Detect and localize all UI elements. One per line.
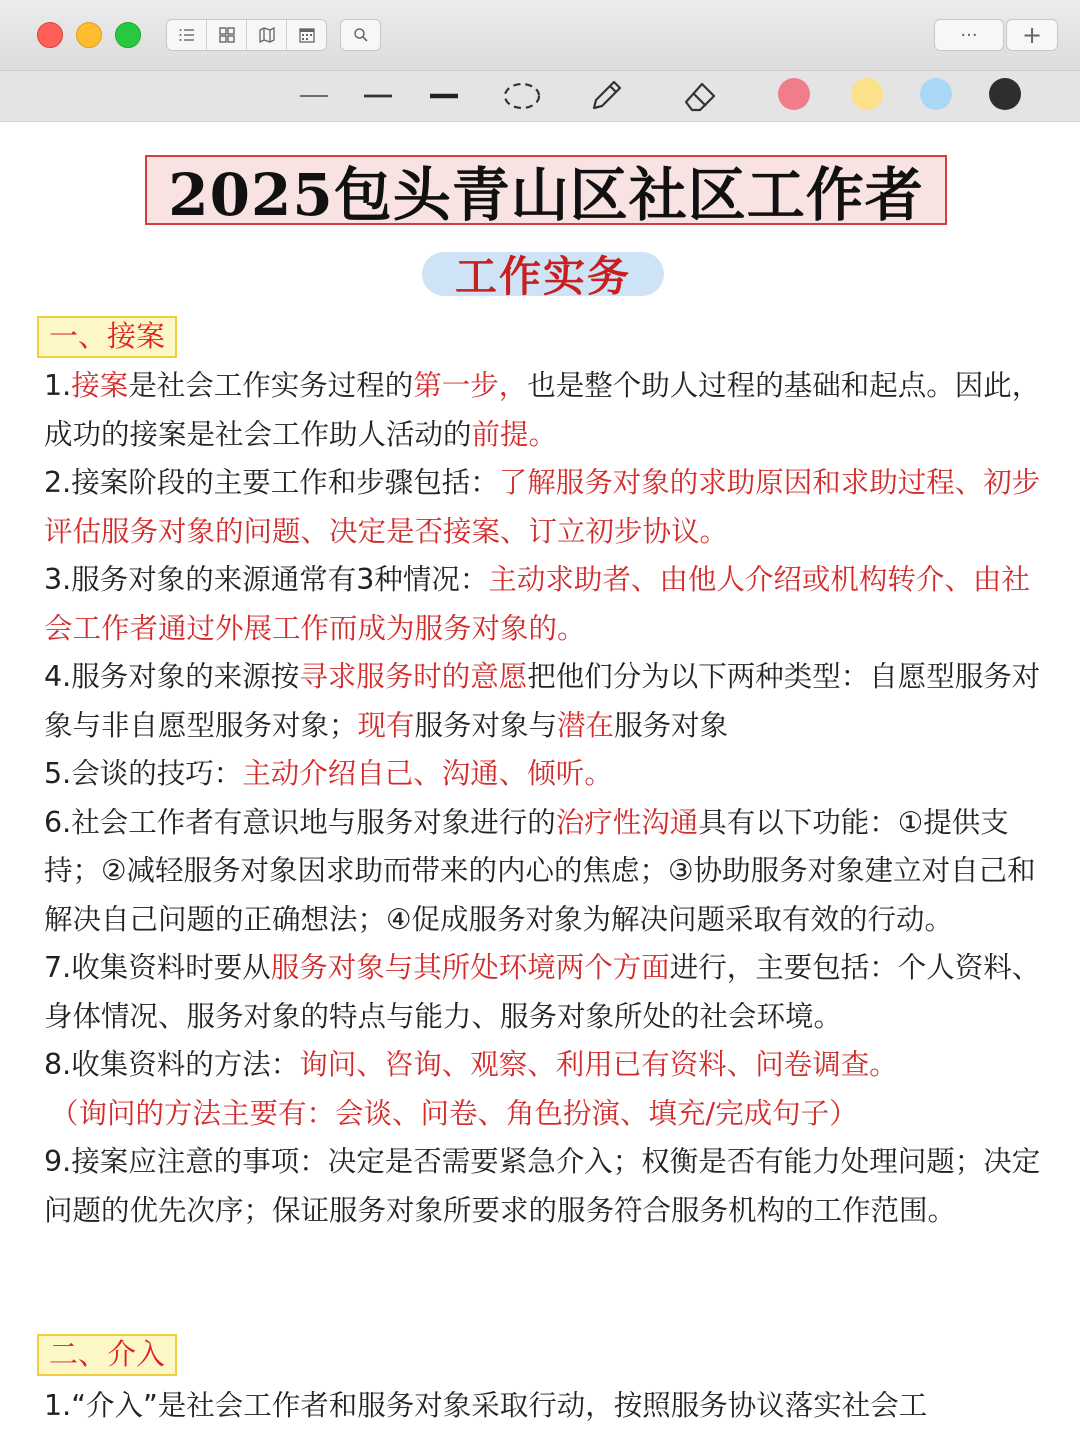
search-control — [340, 19, 381, 51]
zoom-window-button[interactable] — [115, 22, 141, 48]
body-text: 1.“介入”是社会工作者和服务对象采取行动，按照服务协议落实社会工 — [44, 1389, 928, 1422]
search-icon — [352, 26, 370, 44]
medium-line-tool[interactable] — [360, 71, 396, 121]
section-heading-intervention: 二、介入 — [37, 1334, 177, 1376]
more-control — [934, 19, 1004, 51]
list-icon — [178, 26, 196, 44]
search-button[interactable] — [341, 20, 380, 50]
pencil-tool[interactable] — [584, 71, 628, 121]
body-text: 9.接案应注意的事项：决定是否需要紧急介入；权衡是否有能力处理问题；决定问题的优先次序；保证服务对象所要求的服务符合服务机构的工作范围。 — [44, 1145, 1041, 1227]
section-heading-intake: 一、接案 — [37, 316, 177, 358]
paragraph-4 — [44, 653, 1044, 750]
body-text: 服务对象 — [614, 708, 729, 742]
map-view-button[interactable] — [247, 20, 287, 50]
highlighted-text: 了解服务对象的求助原因和求助过程、初步评估服务对象的问题、决定是否接案、订立初步协议。 — [44, 466, 1041, 548]
paragraph-5 — [44, 750, 1044, 799]
lasso-icon — [502, 80, 542, 112]
paragraph-8-note: （询问的方法主要有：会谈、问卷、角色扮演、填充/完成句子） — [50, 1096, 858, 1130]
medium-line-icon — [362, 91, 394, 101]
body-text: 2.接案阶段的主要工作和步骤包括： — [44, 466, 499, 499]
add-button[interactable]: + — [1021, 21, 1043, 49]
list-view-button[interactable] — [167, 20, 207, 50]
body-text: 把他们分为以下两种类型：自愿型服务对象与非自愿型服务对象； — [44, 660, 1041, 742]
page-title: 2025包头青山区社区工作者 — [145, 155, 947, 225]
paragraph-3 — [44, 556, 1044, 653]
body-text: 进行，主要包括：个人资料、身体情况、服务对象的特点与能力、服务对象所处的社会环境。 — [44, 951, 1041, 1033]
document-body — [44, 362, 1044, 1235]
grid-view-button[interactable] — [207, 20, 247, 50]
highlighted-text: 治疗性沟通 — [555, 805, 699, 839]
highlighted-text: 接案 — [71, 369, 129, 402]
body-text: 是社会工作实务过程的 — [128, 369, 414, 402]
more-button[interactable]: ··· — [960, 24, 978, 46]
paragraph-7 — [44, 944, 1044, 1041]
eraser-icon — [680, 76, 720, 116]
grid-icon — [218, 26, 236, 44]
paragraph-2 — [44, 459, 1044, 556]
calendar-icon — [298, 26, 316, 44]
highlighted-text: 服务对象与其所处环境两个方面 — [270, 951, 670, 984]
window-titlebar — [0, 0, 1080, 71]
paragraph-1 — [44, 362, 1044, 459]
highlighted-text: 主动介绍自己、沟通、倾听。 — [242, 757, 613, 790]
pink-color-swatch[interactable] — [778, 78, 810, 110]
highlighted-text: 潜在 — [557, 708, 615, 742]
thin-line-icon — [298, 91, 330, 101]
paragraph-9 — [44, 1138, 1044, 1235]
highlighted-text: 现有 — [357, 708, 415, 742]
body-text: 也是整个助人过程的基础和起点。因此，成功的接案是社会工作助人活动的 — [44, 369, 1041, 451]
yellow-color-swatch[interactable] — [851, 78, 883, 110]
body-text: 8.收集资料的方法： — [44, 1048, 300, 1081]
highlighted-text: 询问、咨询、观察、利用已有资料、问卷调查。 — [299, 1048, 898, 1081]
lasso-select-tool[interactable] — [500, 71, 544, 121]
page-subtitle: 工作实务 — [422, 252, 664, 296]
body-text: 具有以下功能：①提供支持；②减轻服务对象因求助而带来的内心的焦虑；③协助服务对象建立对自己和解决自己问题的正确想法；④促成服务对象为解决问题采取有效的行动。 — [44, 805, 1036, 936]
thin-line-tool[interactable] — [296, 71, 332, 121]
document-body-2 — [44, 1382, 1044, 1431]
document-page — [0, 122, 1080, 1440]
paragraph-10 — [44, 1382, 1044, 1431]
black-color-swatch[interactable] — [989, 78, 1021, 110]
body-text: 4.服务对象的来源按 — [44, 660, 300, 693]
thick-line-icon — [428, 91, 460, 101]
body-text: 7.收集资料时要从 — [44, 951, 271, 984]
map-icon — [258, 26, 276, 44]
thick-line-tool[interactable] — [426, 71, 462, 121]
add-control — [1006, 19, 1058, 51]
close-window-button[interactable] — [37, 22, 63, 48]
highlighted-text: 寻求服务时的意愿 — [299, 660, 528, 693]
minimize-window-button[interactable] — [76, 22, 102, 48]
body-text: 5.会谈的技巧： — [44, 757, 243, 790]
pencil-icon — [586, 76, 626, 116]
highlighted-text: 前提。 — [471, 417, 558, 451]
view-mode-segmented-control — [166, 19, 327, 51]
highlighted-text: 主动求助者、由他人介绍或机构转介、由社会工作者通过外展工作而成为服务对象的。 — [44, 563, 1030, 645]
body-text: 3.服务对象的来源通常有3种情况： — [44, 563, 489, 596]
paragraph-8 — [44, 1041, 1044, 1090]
body-text: 6.社会工作者有意识地与服务对象进行的 — [44, 805, 556, 839]
body-text: 1. — [44, 369, 72, 402]
highlighted-text: 第一步， — [413, 369, 528, 402]
calendar-view-button[interactable] — [287, 20, 326, 50]
blue-color-swatch[interactable] — [920, 78, 952, 110]
body-text: 服务对象与 — [414, 708, 558, 742]
paragraph-6 — [44, 799, 1044, 945]
eraser-tool[interactable] — [678, 71, 722, 121]
